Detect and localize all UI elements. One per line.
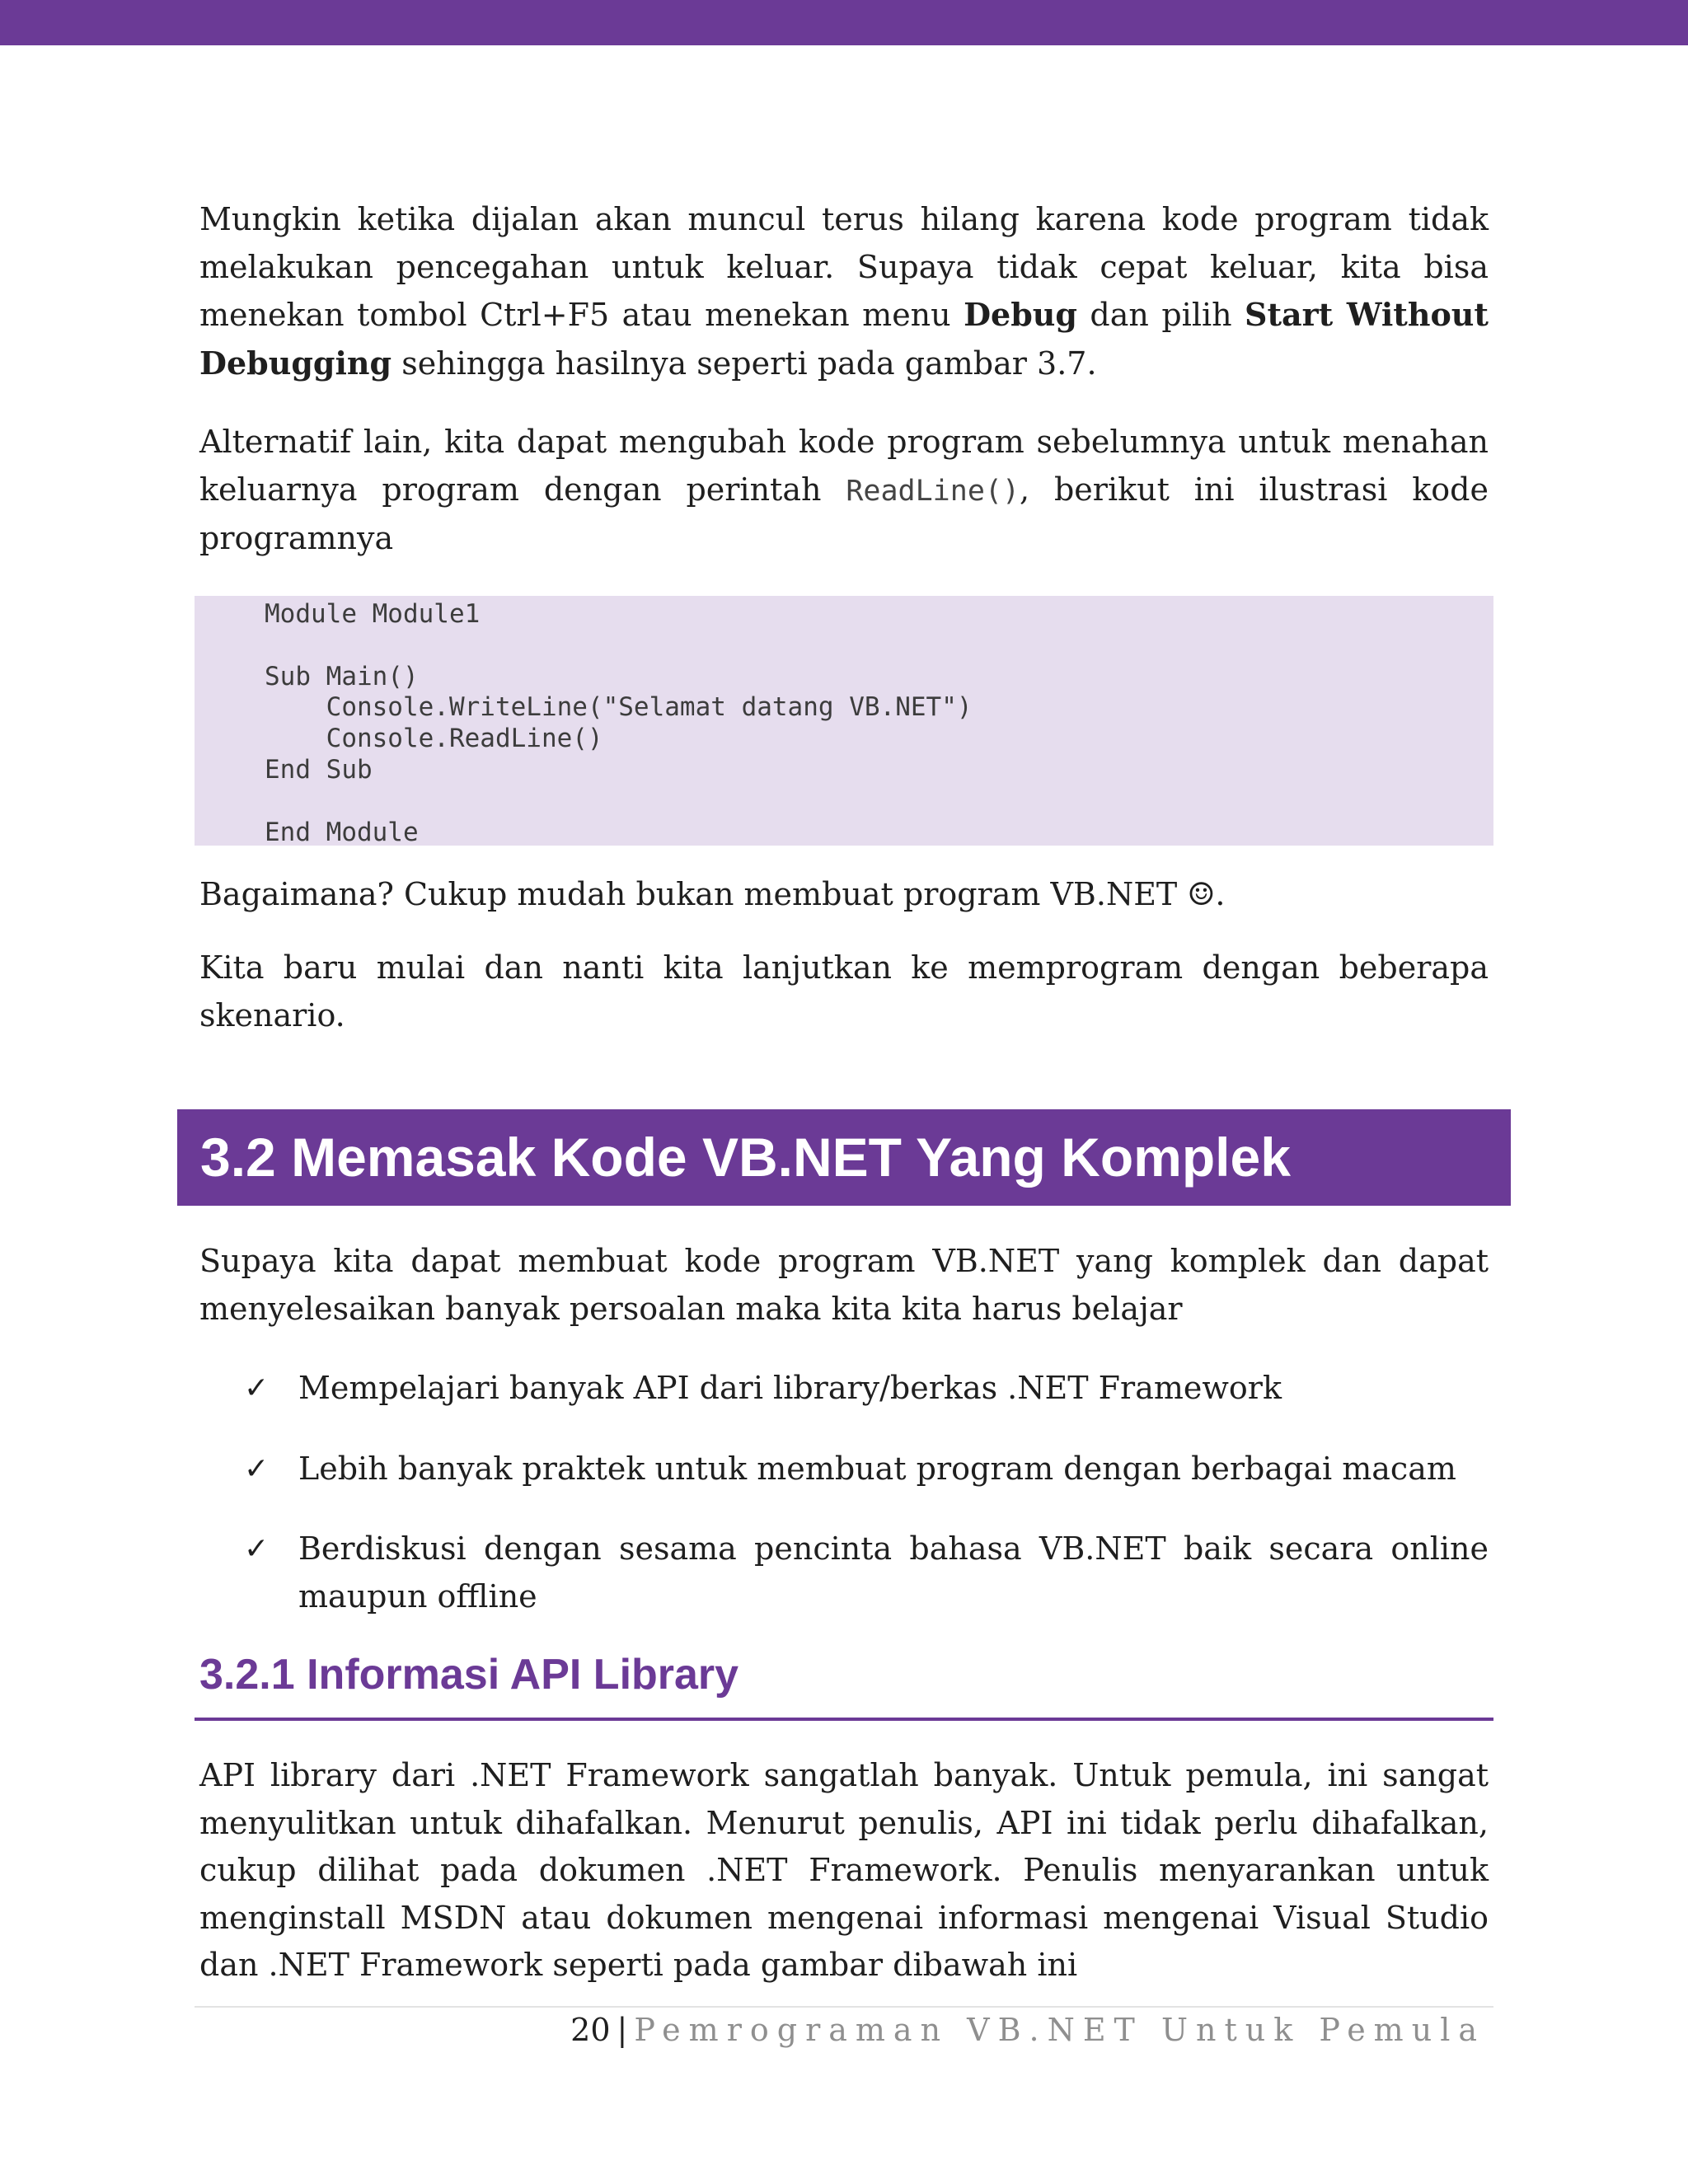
- section-heading-band: [177, 1109, 1511, 1206]
- list-item: ✓ Berdiskusi dengan sesama pencinta bahasa VB.NET baik secara online maupun offline: [244, 1526, 1489, 1620]
- check-icon: ✓: [244, 1532, 270, 1566]
- para3-text: Bagaimana? Cukup mudah bukan membuat program VB.NET ☺.: [199, 876, 1226, 912]
- section-heading: 3.2 Memasak Kode VB.NET Yang Komplek: [200, 1127, 1291, 1188]
- para1-text-1: Mungkin ketika dijalan akan muncul terus hilang karena kode program tidak melakukan pencegahan untuk keluar. Supaya tidak cepat keluar, kita bisa menekan tombol Ctrl+F5 atau menekan menu: [199, 201, 1489, 333]
- paragraph-start: [199, 944, 1489, 1039]
- paragraph-run-program: [199, 196, 1489, 387]
- para1-text-2: dan pilih: [1076, 297, 1245, 333]
- paragraph-api-library: [199, 1752, 1489, 1990]
- para4-text: Kita baru mulai dan nanti kita lanjutkan ke memprogram dengan beberapa skenario.: [199, 949, 1489, 1033]
- top-accent-bar: [0, 0, 1688, 45]
- footer-rule: [195, 2006, 1493, 2008]
- para2-text-2: , berikut ini ilustrasi kode programnya: [199, 471, 1489, 556]
- paragraph-easy: [199, 871, 1489, 919]
- checklist: [244, 1365, 1489, 1620]
- list-item: ✓ Lebih banyak praktek untuk membuat program dengan berbagai macam: [244, 1446, 1489, 1493]
- book-title: Pemrograman VB.NET Untuk Pemula: [634, 2012, 1485, 2048]
- page-footer: [570, 2009, 1485, 2050]
- para1-text-3: sehingga hasilnya seperti pada gambar 3.7.: [392, 344, 1097, 382]
- check-icon: ✓: [244, 1371, 270, 1405]
- list-item: ✓ Mempelajari banyak API dari library/berkas .NET Framework: [244, 1365, 1489, 1413]
- menu-debug-bold: Debug: [964, 296, 1077, 333]
- footer-separator: |: [617, 2012, 628, 2048]
- page-number: 20: [570, 2012, 611, 2048]
- start-without-debugging-bold: Start Without Debugging: [199, 296, 1489, 382]
- para2-text-1: Alternatif lain, kita dapat mengubah kode program sebelumnya untuk menahan keluarnya program dengan perintah: [199, 424, 1489, 508]
- paragraph-complex: [199, 1238, 1489, 1333]
- code-block: [195, 596, 1493, 846]
- para5-text: Supaya kita dapat membuat kode program VB.NET yang komplek dan dapat menyelesaikan banyak persoalan maka kita kita harus belajar: [199, 1243, 1489, 1327]
- paragraph-alternative: [199, 419, 1489, 563]
- inline-code-readline: ReadLine(): [846, 474, 1020, 508]
- para6-text: API library dari .NET Framework sangatlah banyak. Untuk pemula, ini sangat menyulitkan untuk dihafalkan. Menurut penulis, API ini tidak perlu dihafalkan, cukup dilihat pada dokumen .NET Framework. Penulis menyarankan untuk menginstall MSDN atau dokumen mengenai informasi mengenai Visual Studio dan .NET Framework seperti pada gambar dibawah ini: [199, 1757, 1489, 1983]
- code-listing: Module Module1 Sub Main() Console.WriteLine("Selamat datang VB.NET") Console.ReadLine() End Sub End Module: [265, 599, 973, 847]
- subsection-heading: 3.2.1 Informasi API Library: [199, 1651, 739, 1699]
- check-icon: ✓: [244, 1451, 270, 1486]
- subsection-rule: [195, 1718, 1493, 1721]
